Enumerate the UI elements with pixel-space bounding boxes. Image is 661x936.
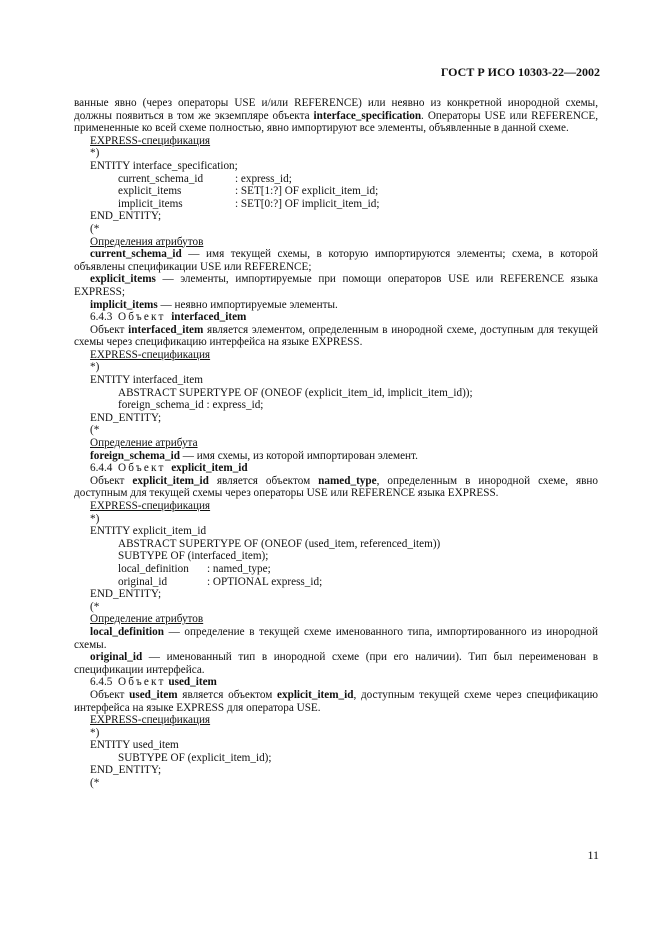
- comment-open: (*: [90, 222, 100, 235]
- section-object-word: Объект: [117, 462, 166, 475]
- section-entity-name: used_item: [168, 676, 217, 689]
- page-header: ГОСТ Р ИСО 10303-22—2002: [440, 65, 600, 79]
- definition-term: current_schema_id: [90, 248, 182, 261]
- comment-close: *): [90, 361, 100, 374]
- attribute-name: local_definition: [118, 562, 189, 575]
- attribute-type: : OPTIONAL express_id;: [207, 575, 323, 588]
- description-text: , доступным текущей схеме через спецификацию интерфейса на языке EXPRESS для оператора USE.: [74, 688, 599, 714]
- attribute-line: [90, 185, 598, 198]
- attribute-line: [90, 563, 598, 576]
- definition-term: explicit_items: [90, 273, 156, 286]
- comment-open: (*: [90, 777, 100, 790]
- definition-term: implicit_items: [90, 298, 158, 311]
- definition-text: — определение в текущей схеме именованного типа, импортированного из инородной схемы.: [74, 625, 598, 651]
- entity-body-line: ABSTRACT SUPERTYPE OF (ONEOF (explicit_item_id, implicit_item_id));: [118, 386, 473, 399]
- definition-paragraph: [74, 651, 598, 676]
- entity-declaration: ENTITY interfaced_item: [90, 374, 203, 387]
- definitions-heading: Определение атрибута: [90, 437, 198, 450]
- section-number: 6.4.3: [90, 311, 113, 324]
- section-heading: [90, 462, 598, 475]
- entity-body-line: ABSTRACT SUPERTYPE OF (ONEOF (used_item, referenced_item)): [118, 537, 441, 550]
- description-text: Объект: [90, 688, 130, 701]
- page-number: 11: [587, 848, 599, 862]
- comment-close: *): [90, 512, 100, 525]
- definitions-heading: Определения атрибутов: [90, 235, 204, 248]
- description-text: является элементом, определенным в инородной схеме, доступным для текущей схемы через спецификацию интерфейса на языке EXPRESS.: [74, 323, 599, 349]
- entity-declaration: ENTITY interface_specification;: [90, 159, 238, 172]
- express-spec-heading: EXPRESS-спецификация: [90, 500, 211, 512]
- definition-text: — неявно импортируемые элементы.: [157, 298, 338, 311]
- section-heading: [90, 676, 598, 689]
- description-text: Объект: [90, 474, 133, 487]
- intro-text-end: . Операторы USE или REFERENCE, примененные ко всей схеме полностью, явно импортируют все элементы, объявленные в данной схеме.: [74, 109, 598, 135]
- description-term: interfaced_item: [128, 323, 204, 336]
- entity-body-line: SUBTYPE OF (interfaced_item);: [118, 550, 269, 563]
- section-entity-name: interfaced_item: [171, 311, 247, 324]
- intro-text: ванные явно (через операторы USE и/или REFERENCE) или неявно из конкретной инородной схемы, должны появиться в том же экземпляре объекта: [74, 97, 598, 122]
- description-text: является объектом: [208, 474, 319, 487]
- section-object-word: Объект: [117, 311, 166, 324]
- attribute-type: : SET[1:?] OF explicit_item_id;: [235, 185, 379, 198]
- attribute-type: : express_id;: [235, 172, 292, 185]
- section-description: [74, 324, 598, 349]
- comment-open: (*: [90, 424, 100, 437]
- definitions-heading: Определение атрибутов: [90, 613, 204, 626]
- express-spec-heading: EXPRESS-спецификация: [90, 348, 211, 361]
- definition-paragraph: [74, 273, 598, 298]
- express-spec-heading: EXPRESS-спецификация: [90, 714, 211, 727]
- attribute-name: implicit_items: [118, 197, 183, 210]
- section-entity-name: explicit_item_id: [171, 462, 248, 475]
- definition-text: — имя схемы, из которой импортирован элемент.: [179, 449, 418, 462]
- definition-term: original_id: [90, 651, 143, 664]
- comment-close: *): [90, 726, 100, 739]
- definition-term: foreign_schema_id: [90, 449, 180, 462]
- attribute-name: explicit_items: [118, 185, 182, 198]
- entity-body-line: SUBTYPE OF (explicit_item_id);: [118, 751, 272, 764]
- description-term: explicit_item_id: [132, 474, 209, 487]
- section-object-word: Объект: [117, 676, 166, 689]
- description-text: Объект: [90, 323, 129, 336]
- intro-bold: interface_specification: [313, 109, 422, 122]
- entity-end: END_ENTITY;: [90, 411, 162, 424]
- section-description: [74, 475, 598, 500]
- attribute-type: : named_type;: [207, 562, 271, 575]
- section-description: [74, 689, 598, 714]
- definition-text: — именованный тип в инородной схеме (при его наличии). Тип был переименован в спецификации интерфейса.: [74, 651, 598, 676]
- definition-text: — имя текущей схемы, в которую импортируются элементы; схема, в которой объявлены спецификации USE или REFERENCE;: [74, 248, 598, 273]
- section-heading: [90, 311, 598, 324]
- attribute-line: [90, 173, 598, 186]
- entity-end: END_ENTITY;: [90, 764, 162, 777]
- entity-declaration: ENTITY used_item: [90, 739, 179, 752]
- definition-paragraph: [90, 299, 598, 312]
- description-term: named_type: [318, 474, 377, 487]
- section-number: 6.4.4: [90, 462, 113, 475]
- definition-paragraph: [74, 626, 598, 651]
- attribute-line: [90, 576, 598, 589]
- comment-close: *): [90, 147, 100, 160]
- intro-paragraph: [74, 97, 598, 135]
- express-spec-heading: EXPRESS-спецификация: [90, 134, 211, 147]
- description-term: used_item: [129, 688, 178, 701]
- comment-open: (*: [90, 600, 100, 613]
- entity-end: END_ENTITY;: [90, 210, 162, 223]
- entity-end: END_ENTITY;: [90, 588, 162, 601]
- attribute-type: : SET[0:?] OF implicit_item_id;: [235, 197, 380, 210]
- entity-declaration: ENTITY explicit_item_id: [90, 525, 207, 538]
- definition-paragraph: [90, 450, 598, 463]
- definition-text: — элементы, импортируемые при помощи операторов USE или REFERENCE языка EXPRESS;: [74, 273, 598, 298]
- entity-body-line: foreign_schema_id : express_id;: [118, 399, 264, 412]
- document-body: [74, 97, 599, 790]
- attribute-line: [90, 198, 598, 211]
- definition-paragraph: [74, 248, 598, 273]
- section-number: 6.4.5: [90, 676, 113, 689]
- definition-term: local_definition: [90, 625, 164, 638]
- attribute-name: current_schema_id: [118, 172, 204, 185]
- description-text: , определенным в инородной схеме, явно доступным для текущей схемы через операторы USE или REFERENCE языка EXPRESS.: [74, 474, 598, 500]
- attribute-name: original_id: [118, 575, 168, 588]
- description-text: является объектом: [177, 688, 278, 701]
- description-term: explicit_item_id: [277, 688, 354, 701]
